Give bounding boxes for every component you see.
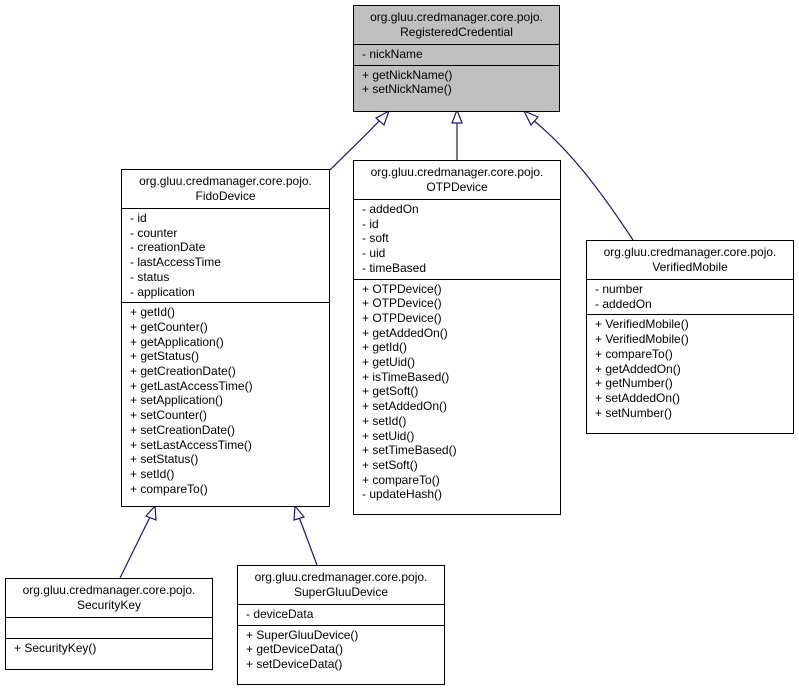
method-item: + isTimeBased() [362, 369, 450, 384]
method-item: + OTPDevice() [362, 281, 442, 296]
method-item: + setAddedOn() [362, 399, 448, 414]
method-item: + getUid() [362, 355, 416, 370]
attribute-item: - deviceData [246, 607, 314, 621]
method-item: + VerifiedMobile() [595, 332, 689, 347]
attribute-item: - nickName [362, 47, 423, 61]
class-name: SuperGluuDevice [293, 585, 389, 599]
attribute-item: - addedOn [362, 202, 419, 216]
class-registered-credential[interactable] [353, 5, 560, 112]
method-item: + VerifiedMobile() [595, 317, 689, 332]
class-title [587, 241, 793, 279]
methods-section [238, 625, 444, 675]
method-item: + getSoft() [362, 384, 419, 399]
methods-section [122, 302, 329, 499]
methods-section [587, 314, 793, 423]
attributes-section [354, 44, 559, 65]
attribute-item: - application [130, 284, 195, 299]
method-item: + setNumber() [595, 405, 673, 420]
method-item: + setTimeBased() [362, 443, 457, 458]
method-item: + setLastAccessTime() [130, 437, 252, 452]
method-item: + SecurityKey() [14, 641, 97, 655]
class-title [354, 6, 559, 44]
class-title [6, 579, 212, 617]
class-title [122, 170, 329, 208]
class-package: org.gluu.credmanager.core.pojo. [254, 570, 428, 584]
method-item: + OTPDevice() [362, 296, 442, 311]
arrowhead-security [146, 506, 156, 520]
method-item: + getNumber() [595, 376, 673, 391]
class-package: org.gluu.credmanager.core.pojo. [139, 174, 312, 188]
class-fido-device[interactable] [121, 169, 330, 507]
methods-section [6, 638, 212, 659]
method-item: + SuperGluuDevice() [246, 627, 359, 642]
method-item: + compareTo() [362, 472, 440, 487]
attribute-item: - creationDate [130, 240, 206, 255]
method-item: + getStatus() [130, 349, 200, 364]
method-item: + setCreationDate() [130, 422, 236, 437]
class-name: FidoDevice [195, 189, 256, 203]
method-item: + getNickName() [362, 67, 453, 82]
method-item: + getLastAccessTime() [130, 378, 253, 393]
attribute-item: - number [595, 282, 644, 296]
edge-security-to-fido [120, 517, 150, 578]
method-item: + setCounter() [130, 408, 208, 423]
attribute-item: - soft [362, 231, 389, 246]
method-item: + getCreationDate() [130, 364, 236, 379]
method-item: + OTPDevice() [362, 310, 442, 325]
class-verified-mobile[interactable] [586, 240, 794, 434]
method-item: + getId() [362, 340, 408, 355]
method-item: + getId() [130, 305, 176, 320]
method-item: + setStatus() [130, 452, 199, 467]
method-item: + getCounter() [130, 319, 208, 334]
class-super-gluu-device[interactable] [237, 565, 445, 685]
attributes-section [587, 279, 793, 314]
method-item: + setSoft() [362, 457, 418, 472]
method-item: + setId() [362, 413, 407, 428]
class-name: VerifiedMobile [652, 260, 728, 274]
method-item: + getAddedOn() [595, 361, 681, 376]
class-name: OTPDevice [426, 180, 488, 194]
attribute-item: - id [362, 216, 379, 231]
method-item: + setId() [130, 466, 175, 481]
attribute-item: - uid [362, 246, 386, 261]
method-item: + setAddedOn() [595, 390, 681, 405]
attribute-item: - counter [130, 225, 178, 240]
method-item: + getApplication() [130, 334, 224, 349]
method-item: + setDeviceData() [246, 657, 343, 672]
method-item: - updateHash() [362, 487, 443, 502]
attributes-section [122, 208, 329, 302]
attributes-section [6, 617, 212, 638]
method-item: + setNickName() [362, 82, 452, 97]
class-package: org.gluu.credmanager.core.pojo. [22, 583, 196, 597]
method-item: + getAddedOn() [362, 325, 448, 340]
method-item: + compareTo() [130, 481, 208, 496]
attributes-section [238, 604, 444, 625]
attribute-item: - timeBased [362, 260, 427, 275]
class-security-key[interactable] [5, 578, 213, 670]
arrowhead-superglu [294, 506, 304, 520]
class-name: RegisteredCredential [400, 25, 513, 39]
class-otp-device[interactable] [353, 160, 561, 515]
attribute-item: - lastAccessTime [130, 255, 221, 270]
class-package: org.gluu.credmanager.core.pojo. [370, 10, 543, 24]
methods-section [354, 279, 560, 506]
method-item: + setUid() [362, 428, 415, 443]
class-name: SecurityKey [76, 598, 142, 612]
method-item: + compareTo() [595, 346, 673, 361]
class-package: org.gluu.credmanager.core.pojo. [370, 165, 544, 179]
class-package: org.gluu.credmanager.core.pojo. [603, 245, 777, 259]
attribute-item: - id [130, 211, 147, 225]
attribute-item: - addedOn [595, 296, 652, 311]
attributes-section [354, 199, 560, 279]
method-item: + getDeviceData() [246, 642, 344, 657]
class-title [238, 566, 444, 604]
class-title [354, 161, 560, 199]
edge-superglu-to-fido [299, 517, 317, 565]
attribute-item: - status [130, 269, 170, 284]
method-item: + setApplication() [130, 393, 224, 408]
methods-section [354, 65, 559, 100]
